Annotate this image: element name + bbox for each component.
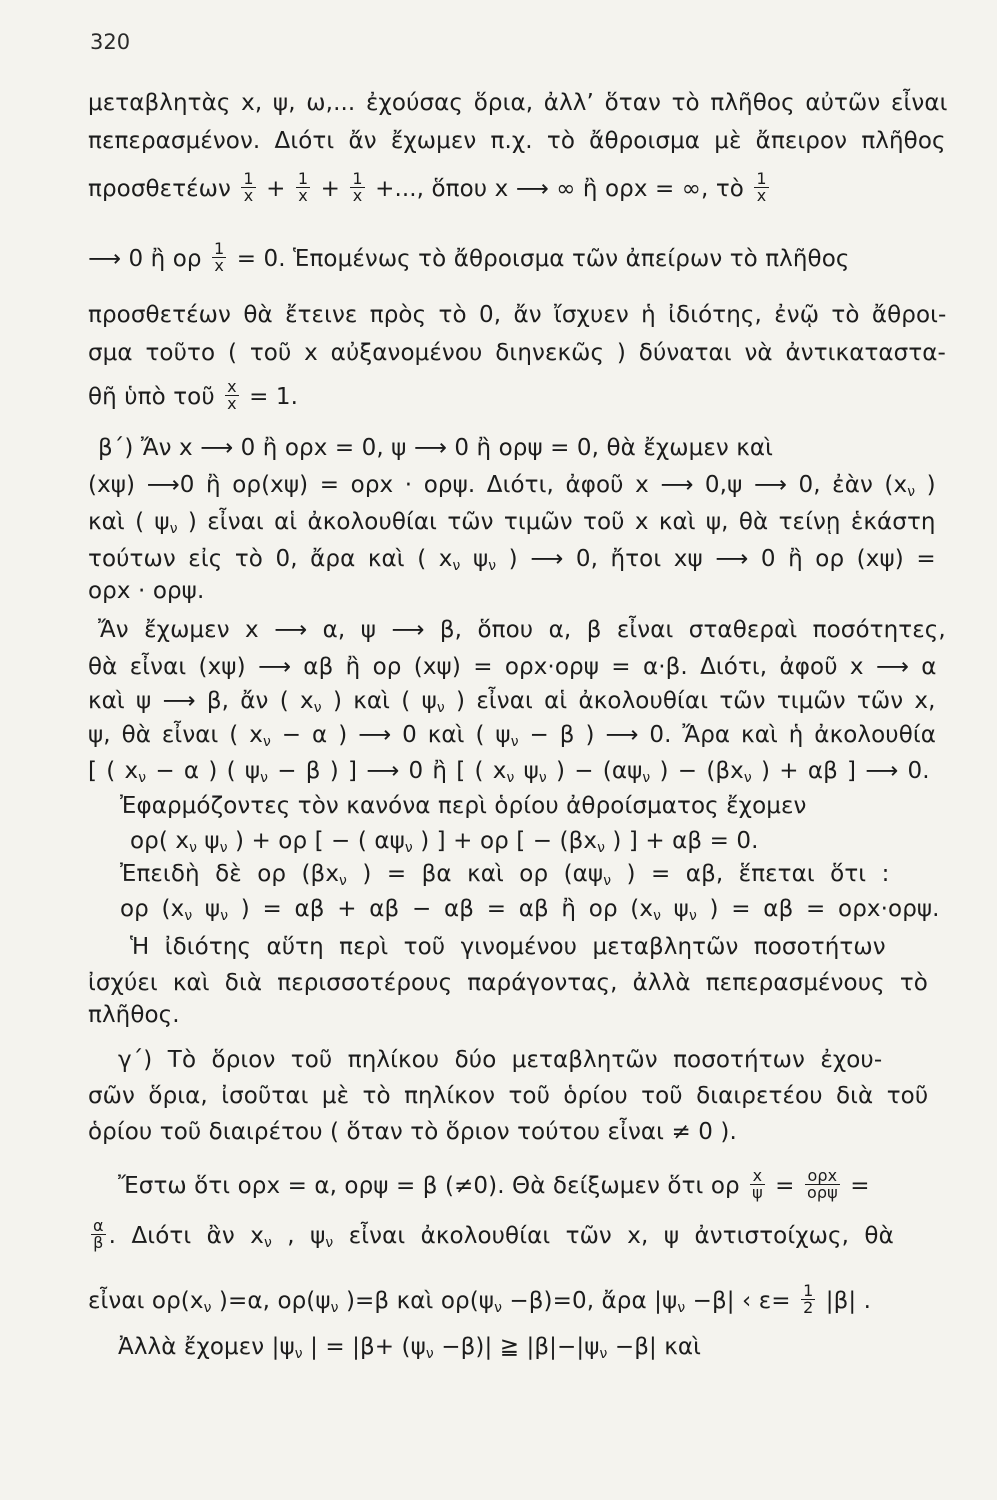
fraction-numerator: 1	[803, 1281, 814, 1300]
text-line: καὶ ψ ⟶ β, ἄν ( $x_\nu$ ) καὶ ( $\psi_\nu$ ) εἶναι αἱ ἀκολουθίαι τῶν τιμῶν τῶν x,	[88, 688, 936, 716]
text-line: Ἀλλὰ ἔχομεν $|\psi_\nu$ | = $|\beta+ (\psi_\nu -\beta)|$ ≧ $|\beta|-|\psi_\nu -\beta|$ καὶ	[118, 1334, 702, 1362]
fraction-denominator: x	[754, 187, 768, 204]
text-segment: θῆ ὑπὸ τοῦ	[88, 384, 223, 410]
fraction-denominator: ψ	[752, 1183, 763, 1202]
fraction-denominator: x	[227, 394, 237, 413]
fraction-numerator: x	[227, 377, 237, 396]
fraction	[754, 171, 768, 204]
text-line	[88, 1281, 872, 1323]
text-line: σῶν ὅρια, ἰσοῦται μὲ τὸ πηλίκον τοῦ ὁρίου τοῦ διαιρετέου διὰ τοῦ	[88, 1083, 929, 1109]
fraction	[350, 171, 364, 204]
fraction	[750, 1168, 765, 1201]
fraction-denominator: x	[212, 257, 226, 274]
text-line: πεπερασμένον. Διότι ἄν ἔχωμεν π.χ. τὸ ἄθροισμα μὲ ἄπειρον πλῆθος	[88, 128, 946, 154]
text-line: ορ ($x_\nu$ $\psi_\nu$ ) = αβ + αβ − αβ = αβ ἢ ορ ($x_\nu$ $\psi_\nu$ ) = αβ = ορx·ορψ.	[120, 896, 940, 924]
text-line: μεταβλητὰς x, ψ, ω,... ἐχούσας ὅρια, ἀλλ’ ὅταν τὸ πλῆθος αὐτῶν εἶναι	[88, 90, 948, 116]
text-line	[118, 1166, 870, 1203]
text-line: Ἄν ἔχωμεν x ⟶ α, ψ ⟶ β, ὅπου α, β εἶναι σταθεραὶ ποσότητες,	[98, 617, 946, 643]
text-line	[88, 377, 299, 414]
text-segment: +	[313, 176, 348, 202]
fraction-numerator: 1	[352, 169, 363, 188]
fraction	[212, 241, 226, 274]
text-segment: +	[258, 176, 293, 202]
fraction	[296, 171, 310, 204]
text-segment: εἶναι $o\rho(x_\nu$ )=α, $o\rho(\psi_\nu$ )=β καὶ $o\rho(\psi_\nu -\beta)=0$, ἄρα $|\psi_\nu -\beta|$ ‹ ε=	[88, 1288, 799, 1316]
text-segment: +..., ὅπου x ⟶ ∞ ἢ ορx = ∞, τὸ	[367, 176, 752, 202]
text-line: καὶ ( $\psi_\nu$ ) εἶναι αἱ ἀκολουθίαι τῶν τιμῶν τοῦ x καὶ ψ, θὰ τείνῃ ἑκάστη	[88, 509, 936, 537]
text-segment: = 1.	[241, 384, 299, 410]
text-line	[88, 169, 772, 206]
text-segment: =	[767, 1173, 802, 1199]
text-line: ὁρίου τοῦ διαιρέτου ( ὅταν τὸ ὅριον τούτου εἶναι ≠ 0 ).	[88, 1119, 737, 1145]
text-line: ορx · ορψ.	[88, 578, 205, 604]
fraction-denominator: ορψ	[806, 1183, 838, 1202]
fraction-denominator: β	[91, 1234, 106, 1251]
text-line: β΄) Ἄν x ⟶ 0 ἢ ορx = 0, ψ ⟶ 0 ἢ ορψ = 0, θὰ ἔχωμεν καὶ	[98, 435, 774, 461]
fraction	[91, 1218, 106, 1251]
text-segment: ⟶ 0 ἢ ορ	[88, 246, 209, 272]
fraction-denominator: x	[241, 187, 255, 204]
page-number: 320	[90, 30, 131, 54]
text-line: Ἐπειδὴ δὲ ορ ($\beta x_\nu$ ) = βα καὶ ορ ($\alpha\psi_\nu$ ) = αβ, ἕπεται ὅτι :	[120, 861, 890, 889]
text-line: τούτων εἰς τὸ 0, ἄρα καὶ ( $x_\nu$ $\psi_\nu$ ) ⟶ 0, ἤτοι xψ ⟶ 0 ἢ ορ (xψ) =	[88, 546, 936, 574]
text-segment: Ἔστω ὅτι ορx = α, ορψ = β (≠0). Θὰ δείξωμεν ὅτι ορ	[118, 1173, 748, 1199]
fraction	[241, 171, 255, 204]
fraction-numerator: 1	[297, 169, 309, 188]
fraction-numerator: 1	[756, 169, 767, 188]
fraction-denominator: x	[296, 187, 310, 204]
text-segment: . Διότι ἂν $x_\nu$ , $\psi_\nu$ εἶναι ἀκολουθίαι τῶν x, ψ ἀντιστοίχως, θὰ	[108, 1223, 894, 1251]
text-line	[88, 1216, 894, 1258]
text-segment: προσθετέων	[88, 176, 239, 202]
fraction	[805, 1168, 840, 1201]
text-line: γ΄) Τὸ ὅριον τοῦ πηλίκου δύο μεταβλητῶν ποσοτήτων ἐχου-	[118, 1047, 883, 1073]
fraction-denominator: x	[350, 187, 364, 204]
text-line: [ ( $x_\nu - \alpha$ ) ( $\psi_\nu - \beta$ ) ] ⟶ 0 ἢ [ ( $x_\nu$ $\psi_\nu$ ) − ($\alpha\psi_\nu$ ) − ($\beta x_\nu$ ) + αβ ] ⟶ 0.	[88, 758, 930, 786]
text-line: σμα τοῦτο ( τοῦ x αὐξανομένου διηνεκῶς ) δύναται νὰ ἀντικαταστα-	[88, 340, 946, 366]
fraction-numerator: x	[752, 1166, 763, 1185]
text-line: Ἡ ἰδιότης αὕτη περὶ τοῦ γινομένου μεταβλητῶν ποσοτήτων	[130, 934, 886, 960]
fraction	[225, 379, 239, 412]
text-line: προσθετέων θὰ ἔτεινε πρὸς τὸ 0, ἄν ἴσχυεν ἡ ἰδιότης, ἐνῷ τὸ ἄθροι-	[88, 302, 947, 328]
text-segment: |β| .	[818, 1288, 872, 1314]
fraction-numerator: 1	[214, 239, 225, 258]
text-line: (xψ) ⟶0 ἢ ορ(xψ) = ορx · ορψ. Διότι, ἀφοῦ x ⟶ 0,ψ ⟶ 0, ἐὰν ($x_\nu$ )	[88, 472, 936, 500]
text-line	[88, 239, 850, 276]
fraction-numerator: ορx	[807, 1166, 838, 1185]
fraction-numerator: 1	[243, 169, 254, 188]
text-line: ψ, θὰ εἶναι ( $x_\nu - \alpha$ ) ⟶ 0 καὶ ( $\psi_\nu - \beta$ ) ⟶ 0. Ἄρα καὶ ἡ ἀκολουθία	[88, 722, 937, 750]
text-line: πλῆθος.	[88, 1002, 180, 1028]
fraction-numerator: α	[93, 1216, 104, 1235]
text-line: Ἐφαρμόζοντες τὸν κανόνα περὶ ὁρίου ἀθροίσματος ἔχομεν	[120, 793, 807, 819]
text-segment: = 0. Ἑπομένως τὸ ἄθροισμα τῶν ἀπείρων τὸ πλῆθος	[229, 246, 850, 272]
text-line: ἰσχύει καὶ διὰ περισσοτέρους παράγοντας, ἀλλὰ πεπερασμένους τὸ	[88, 970, 928, 996]
fraction-denominator: 2	[803, 1298, 814, 1317]
text-segment: =	[842, 1173, 870, 1199]
fraction	[801, 1283, 815, 1316]
text-line: ορ( $x_\nu$ $\psi_\nu$ ) + ορ [ − ( $\alpha\psi_\nu$ ) ] + ορ [ − ($\beta x_\nu$ ) ] + αβ = 0.	[130, 828, 759, 856]
text-line: θὰ εἶναι (xψ) ⟶ αβ ἢ ορ (xψ) = ορx·ορψ = α·β. Διότι, ἀφοῦ x ⟶ α	[88, 654, 937, 680]
